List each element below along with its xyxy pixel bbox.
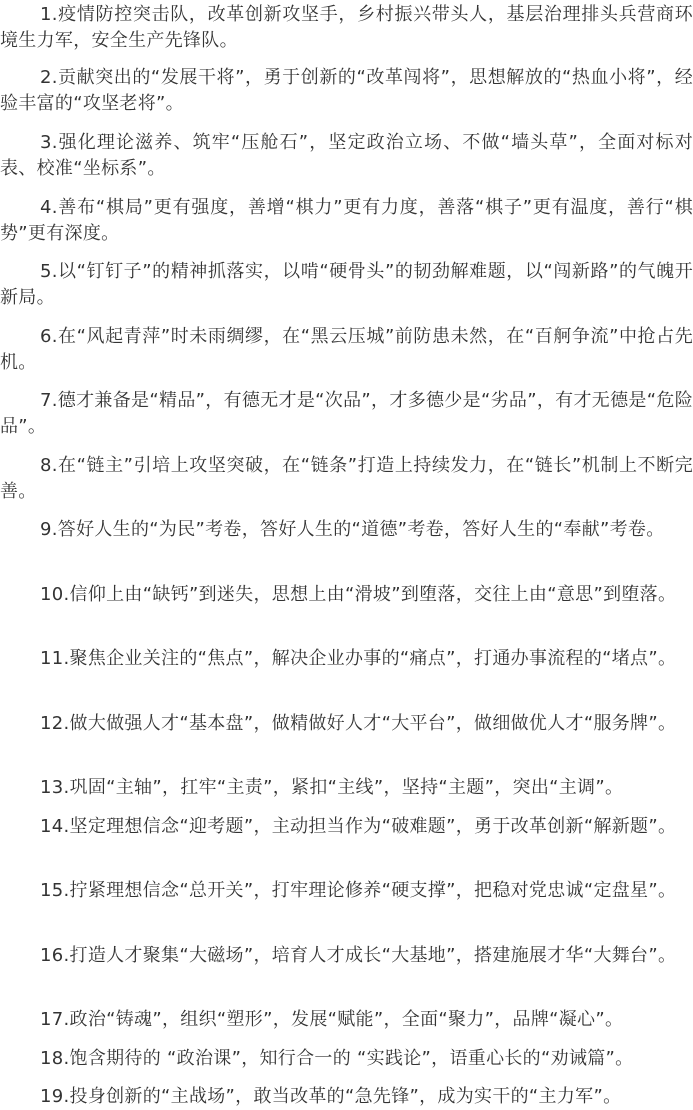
paragraph-19: 19.投身创新的“主战场”，敢当改革的“急先锋”，成为实干的“主力军”。	[40, 1086, 622, 1107]
paragraph-5: 5.以“钉钉子”的精神抓落实，以啃“硬骨头”的韧劲解难题，以“闯新路”的气魄开新局。	[0, 261, 693, 308]
paragraph-18: 18.饱含期待的 “政治课”，知行合一的 “实践论”，语重心长的“劝诫篇”。	[40, 1048, 634, 1069]
paragraph-14: 14.坚定理想信念“迎考题”，主动担当作为“破难题”，勇于改革创新“解新题”。	[40, 816, 677, 837]
paragraph-6: 6.在“风起青萍”时未雨绸缪，在“黑云压城”前防患未然，在“百舸争流”中抢占先机。	[0, 326, 693, 373]
paragraph-13: 13.巩固“主轴”，扛牢“主责”，紧扣“主线”，坚持“主题”，突出“主调”。	[40, 777, 624, 798]
paragraph-12: 12.做大做强人才“基本盘”，做精做好人才“大平台”，做细做优人才“服务牌”。	[40, 713, 677, 734]
paragraph-15: 15.拧紧理想信念“总开关”，打牢理论修养“硬支撑”，把稳对党忠诚“定盘星”。	[40, 880, 677, 901]
paragraph-11: 11.聚焦企业关注的“焦点”，解决企业办事的“痛点”，打通办事流程的“堵点”。	[40, 648, 677, 669]
paragraph-4: 4.善布“棋局”更有强度，善增“棋力”更有力度，善落“棋子”更有温度，善行“棋势”更有深度。	[0, 197, 693, 244]
paragraph-17: 17.政治“铸魂”，组织“塑形”，发展“赋能”，全面“聚力”，品牌“凝心”。	[40, 1009, 624, 1030]
paragraph-10: 10.信仰上由“缺钙”到迷失，思想上由“滑坡”到堕落，交往上由“意思”到堕落。	[40, 584, 677, 605]
paragraph-1: 1.疫情防控突击队，改革创新攻坚手，乡村振兴带头人，基层治理排头兵营商环境生力军，安全生产先锋队。	[0, 4, 693, 51]
paragraph-8: 8.在“链主”引培上攻坚突破，在“链条”打造上持续发力，在“链长”机制上不断完善。	[0, 455, 693, 502]
paragraph-3: 3.强化理论滋养、筑牢“压舱石”，坚定政治立场、不做“墙头草”，全面对标对表、校准“坐标系”。	[0, 132, 693, 179]
paragraph-16: 16.打造人才聚集“大磁场”，培育人才成长“大基地”，搭建施展才华“大舞台”。	[40, 945, 677, 966]
paragraph-7: 7.德才兼备是“精品”，有德无才是“次品”，才多德少是“劣品”，有才无德是“危险品”。	[0, 390, 693, 437]
paragraph-9: 9.答好人生的“为民”考卷，答好人生的“道德”考卷，答好人生的“奉献”考卷。	[40, 519, 665, 540]
paragraph-2: 2.贡献突出的“发展干将”，勇于创新的“改革闯将”，思想解放的“热血小将”，经验丰富的“攻坚老将”。	[0, 67, 693, 114]
